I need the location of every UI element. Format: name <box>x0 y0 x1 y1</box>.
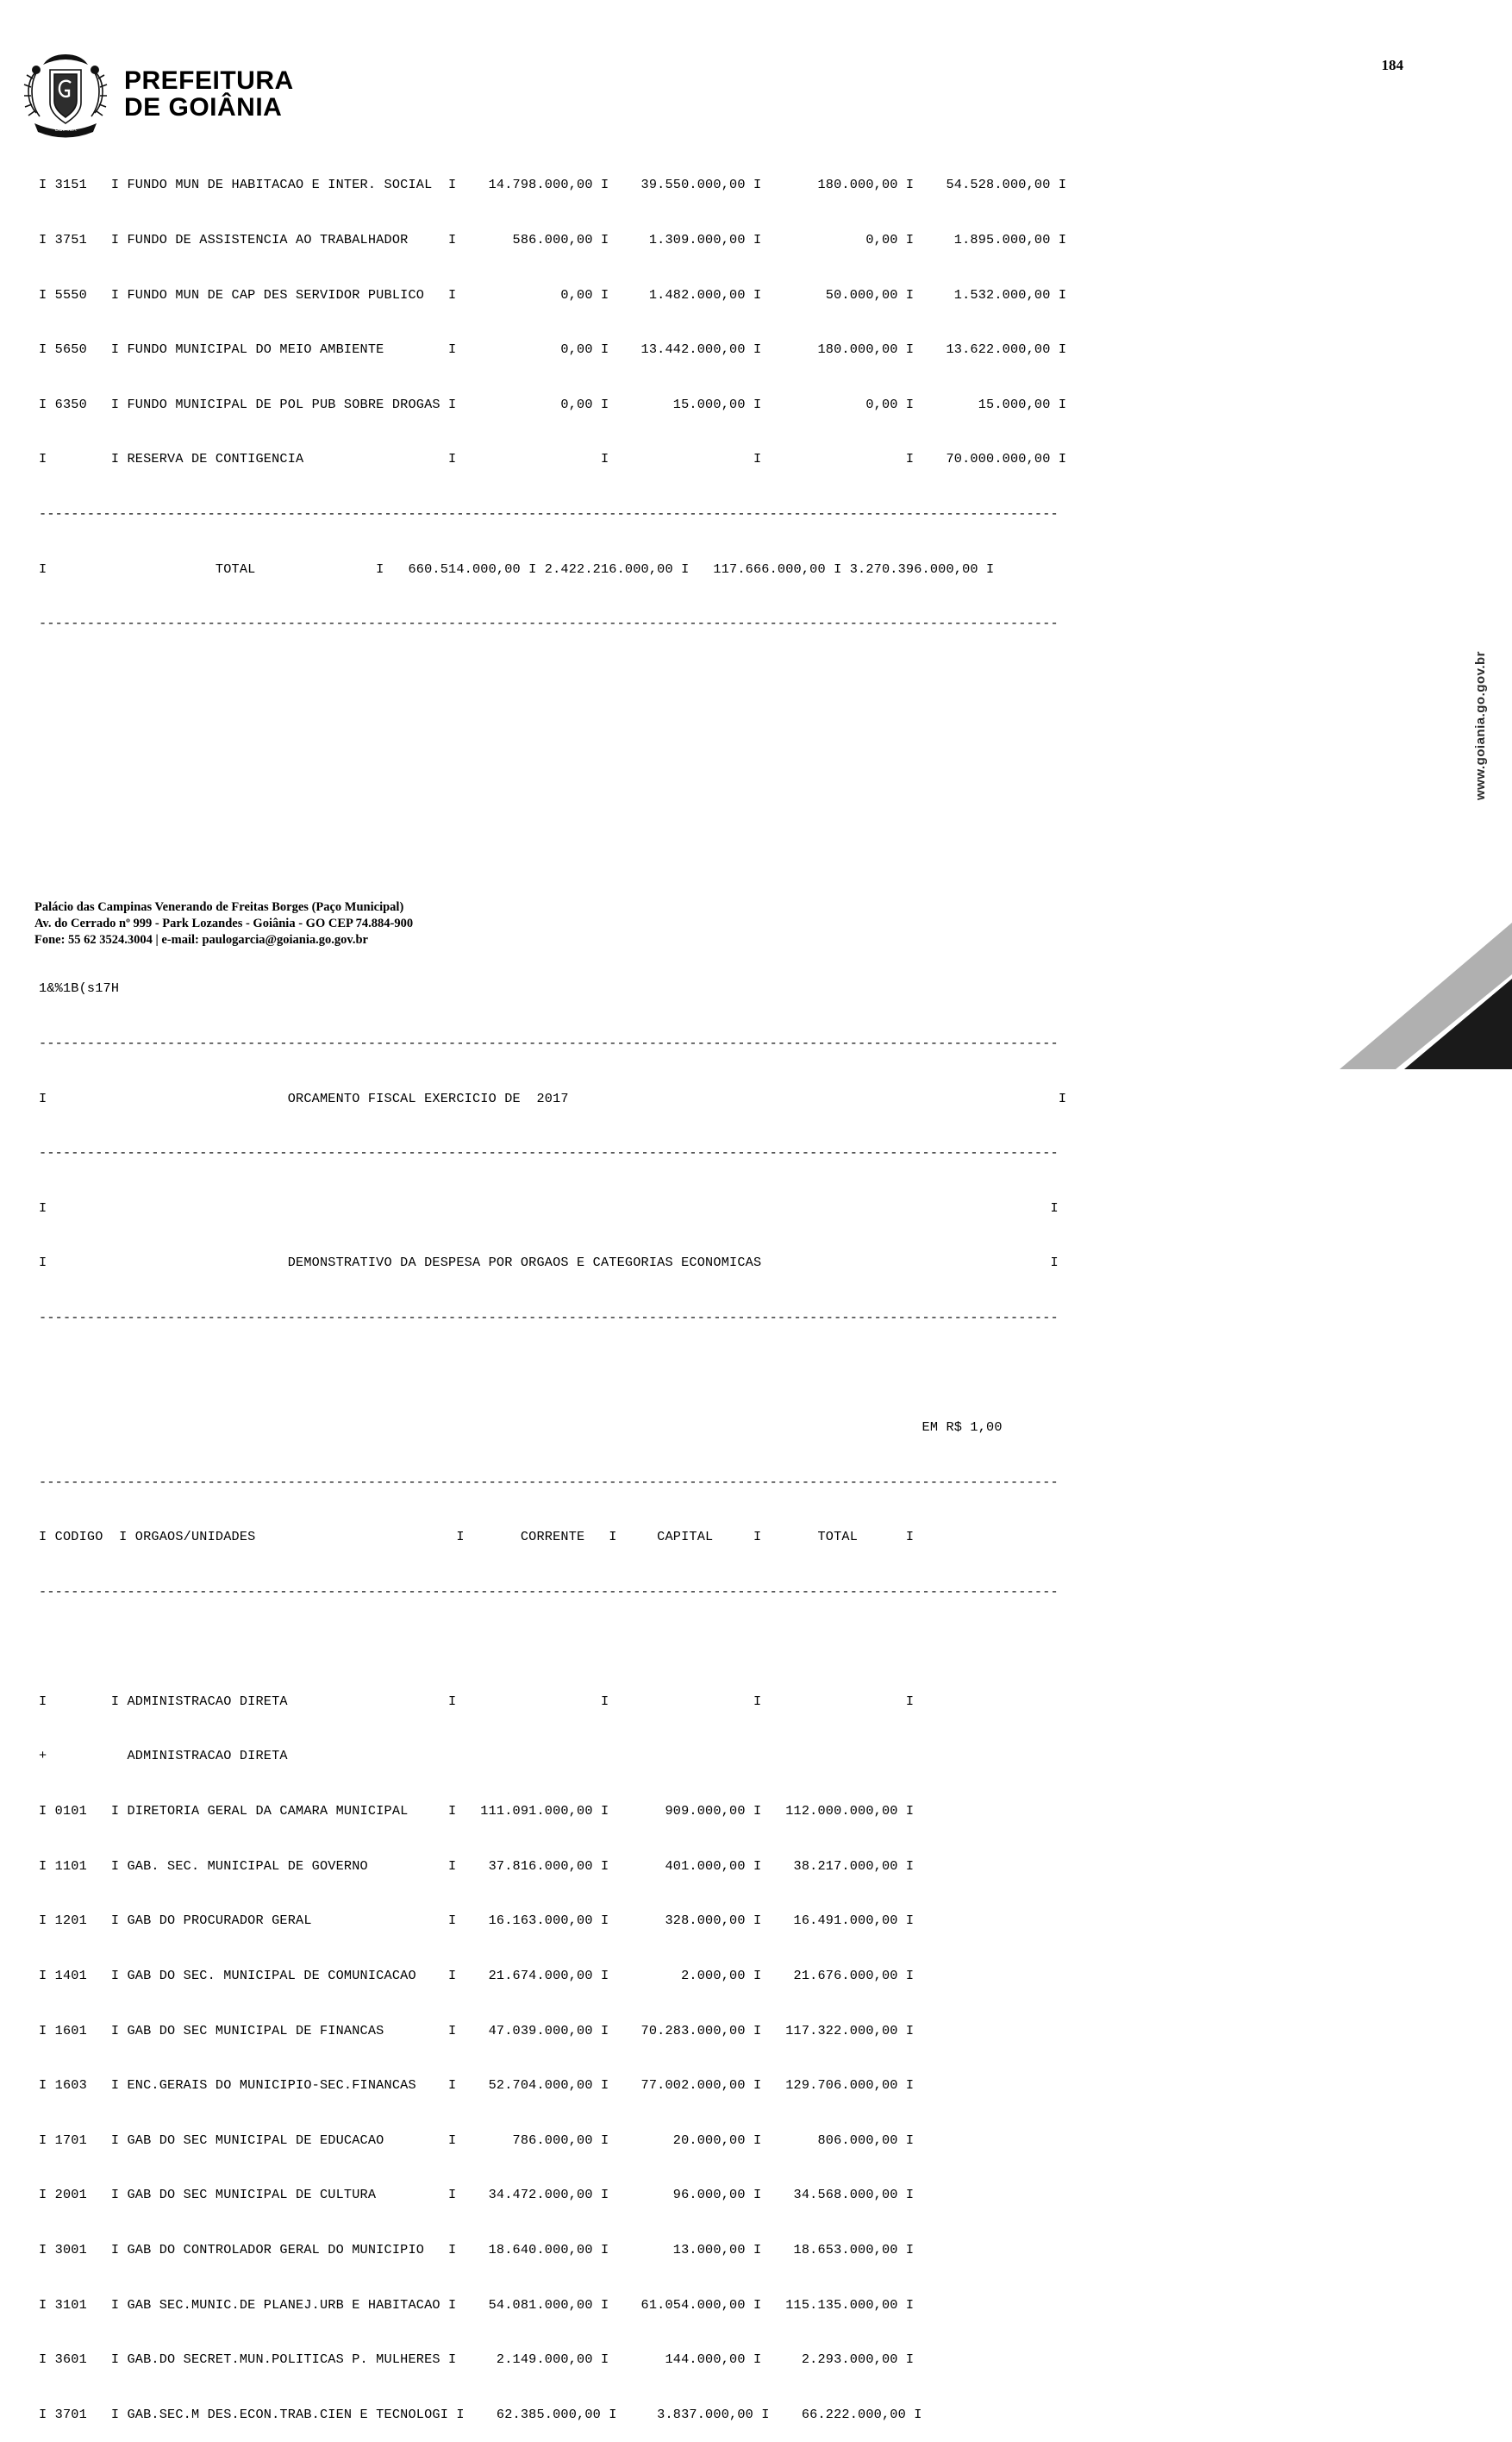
table-column-headers: I CODIGO I ORGAOS/UNIDADES I CORRENTE I CAPITAL I TOTAL I <box>39 1529 915 1545</box>
table-row: I 1201 I GAB DO PROCURADOR GERAL I 16.163.000,00 I 328.000,00 I 16.491.000,00 I <box>39 1913 915 1929</box>
top-table-row-5: I 6350 I FUNDO MUNICIPAL DE POL PUB SOBRE DROGAS I 0,00 I 15.000,00 I 0,00 I 15.000,00 I <box>39 396 1067 412</box>
header-rule-1: ------------------------------------------------------------------------------------------------------------------------------- <box>39 1035 1059 1051</box>
top-table-row-3: I 5550 I FUNDO MUN DE CAP DES SERVIDOR PUBLICO I 0,00 I 1.482.000,00 I 50.000,00 I 1.532.000,00 I <box>39 286 1067 303</box>
page-number: 184 <box>1381 57 1403 73</box>
brand-line-1: PREFEITURA <box>124 66 294 96</box>
footer-line-3: Fone: 55 62 3524.3004 | e-mail: paulogarcia@goiania.go.gov.br <box>34 933 368 947</box>
site-url-vertical: www.goiania.go.gov.br <box>1473 651 1488 801</box>
report-body <box>39 140 1159 2442</box>
section-row-admin-direta-sub: + ADMINISTRACAO DIRETA <box>39 1748 288 1764</box>
table-row: I 1601 I GAB DO SEC MUNICIPAL DE FINANCAS I 47.039.000,00 I 70.283.000,00 I 117.322.000,00 I <box>39 2022 915 2038</box>
table-row: I 3001 I GAB DO CONTROLADOR GERAL DO MUNICIPIO I 18.640.000,00 I 13.000,00 I 18.653.000,00 I <box>39 2241 915 2257</box>
corner-decoration <box>1331 923 1512 1069</box>
currency-note: EM R$ 1,00 <box>39 1419 1003 1435</box>
footer-address <box>34 899 413 949</box>
table-row: I 2001 I GAB DO SEC MUNICIPAL DE CULTURA I 34.472.000,00 I 96.000,00 I 34.568.000,00 I <box>39 2187 915 2203</box>
footer-line-2: Av. do Cerrado nº 999 - Park Lozandes - Goiânia - GO CEP 74.884-900 <box>34 917 414 930</box>
printer-control-code: 1&%1B(s17H <box>39 980 120 997</box>
report-title: I ORCAMENTO FISCAL EXERCICIO DE 2017 I <box>39 1090 1067 1106</box>
top-table-rule-2: ------------------------------------------------------------------------------------------------------------------------------- <box>39 616 1059 632</box>
table-row: I 1401 I GAB DO SEC. MUNICIPAL DE COMUNICACAO I 21.674.000,00 I 2.000,00 I 21.676.000,00 I <box>39 1967 915 1983</box>
table-row: I 3101 I GAB SEC.MUNIC.DE PLANEJ.URB E HABITACAO I 54.081.000,00 I 61.054.000,00 I 115.135.000,00 I <box>39 2296 915 2313</box>
footer-line-1: Palácio das Campinas Venerando de Freitas Borges (Paço Municipal) <box>34 900 404 914</box>
top-table-rule-1: ------------------------------------------------------------------------------------------------------------------------------- <box>39 506 1059 523</box>
header-rule-2: ------------------------------------------------------------------------------------------------------------------------------- <box>39 1145 1059 1162</box>
top-table-row-1: I 3151 I FUNDO MUN DE HABITACAO E INTER. SOCIAL I 14.798.000,00 I 39.550.000,00 I 180.000,00 I 54.528.000,00 I <box>39 177 1067 193</box>
header-rule-3: ------------------------------------------------------------------------------------------------------------------------------- <box>39 1309 1059 1325</box>
table-row: I 3701 I GAB.SEC.M DES.ECON.TRAB.CIEN E TECNOLOGI I 62.385.000,00 I 3.837.000,00 I 66.222.000,00 I <box>39 2406 922 2422</box>
top-table-row-4: I 5650 I FUNDO MUNICIPAL DO MEIO AMBIENTE I 0,00 I 13.442.000,00 I 180.000,00 I 13.622.000,00 I <box>39 341 1067 358</box>
table-row: I 1701 I GAB DO SEC MUNICIPAL DE EDUCACAO I 786.000,00 I 20.000,00 I 806.000,00 I <box>39 2132 915 2148</box>
table-row: I 0101 I DIRETORIA GERAL DA CAMARA MUNICIPAL I 111.091.000,00 I 909.000,00 I 112.000.000,00 I <box>39 1803 915 1819</box>
table-row: I 3601 I GAB.DO SECRET.MUN.POLITICAS P. MULHERES I 2.149.000,00 I 144.000,00 I 2.293.000,00 I <box>39 2351 915 2368</box>
section-row-admin-direta: I I ADMINISTRACAO DIRETA I I I I <box>39 1693 915 1709</box>
table-row: I 1101 I GAB. SEC. MUNICIPAL DE GOVERNO I 37.816.000,00 I 401.000,00 I 38.217.000,00 I <box>39 1857 915 1874</box>
top-table-total-row: I TOTAL I 660.514.000,00 I 2.422.216.000,00 I 117.666.000,00 I 3.270.396.000,00 I <box>39 560 995 577</box>
goiania-coat-of-arms-icon <box>17 47 114 142</box>
brand-wordmark <box>124 68 294 121</box>
svg-text:GOIANIA: GOIANIA <box>54 128 77 133</box>
report-subtitle: I DEMONSTRATIVO DA DESPESA POR ORGAOS E CATEGORIAS ECONOMICAS I <box>39 1255 1059 1271</box>
header-rule-4: ------------------------------------------------------------------------------------------------------------------------------- <box>39 1474 1059 1490</box>
table-row: I 1603 I ENC.GERAIS DO MUNICIPIO-SEC.FINANCAS I 52.704.000,00 I 77.002.000,00 I 129.706.000,00 I <box>39 2077 915 2094</box>
letterhead <box>17 47 294 142</box>
top-table-row-2: I 3751 I FUNDO DE ASSISTENCIA AO TRABALHADOR I 586.000,00 I 1.309.000,00 I 0,00 I 1.895.000,00 I <box>39 232 1067 248</box>
header-rule-5: ------------------------------------------------------------------------------------------------------------------------------- <box>39 1583 1059 1600</box>
top-table-row-6: I I RESERVA DE CONTIGENCIA I I I I 70.000.000,00 I <box>39 451 1067 467</box>
header-blank-row: I I <box>39 1199 1059 1216</box>
brand-line-2: DE GOIÂNIA <box>124 93 283 122</box>
